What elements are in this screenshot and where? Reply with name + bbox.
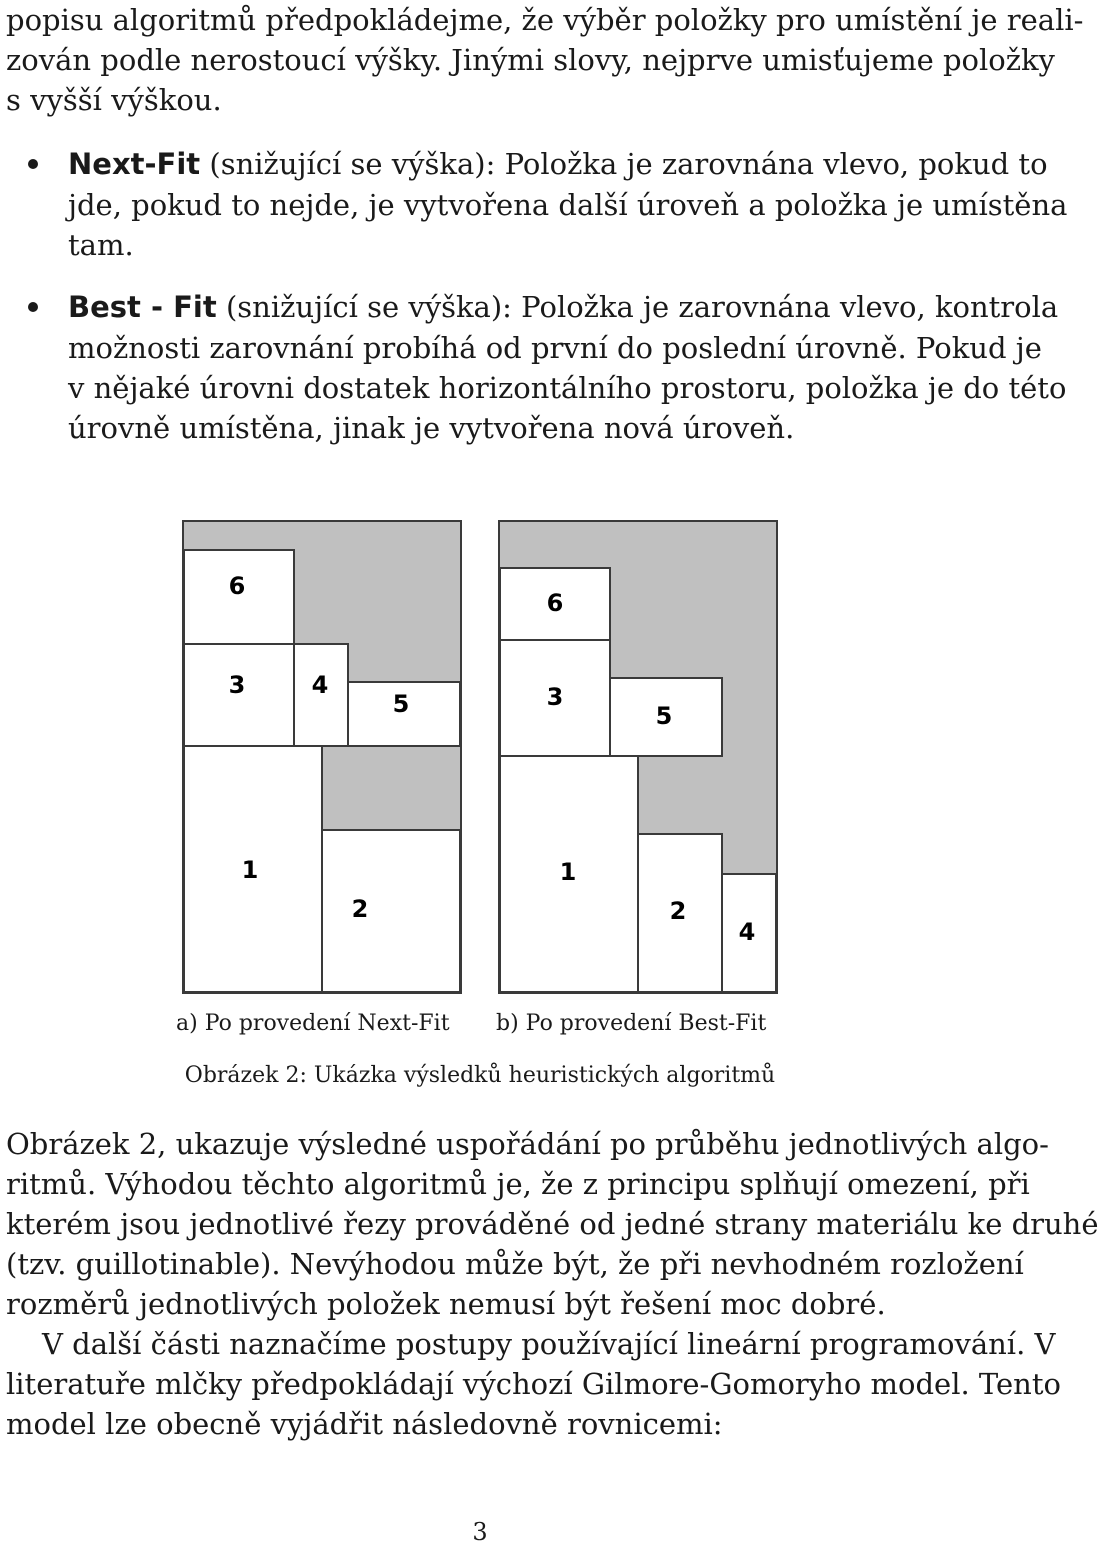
term-best-fit: Best - Fit [68, 290, 217, 324]
figure-best-fit [498, 520, 778, 994]
body-p1-line-1: Obrázek 2, ukazuje výsledné uspořádání po průběhu jednotlivých algo- [6, 1127, 1049, 1161]
bullet-icon [28, 302, 38, 312]
figure-next-fit [182, 520, 462, 994]
bullet-best-fit-line-4: úrovně umístěna, jinak je vytvořena nová úroveň. [68, 411, 795, 445]
body-p1-line-2: ritmů. Výhodou těchto algoritmů je, že z principu splňují omezení, při [6, 1167, 1030, 1201]
item-3-label: 3 [546, 683, 564, 711]
item-3-label: 3 [228, 671, 246, 699]
bullet-next-fit-line-2: jde, pokud to nejde, je vytvořena další úroveň a položka je umístěna [68, 188, 1068, 222]
bullet-best-fit-line-3: v nějaké úrovni dostatek horizontálního prostoru, položka je do této [68, 371, 1067, 405]
item-6-label: 6 [228, 572, 246, 600]
bullet-best-fit-text-1: (snižující se výška): Položka je zarovnána vlevo, kontrola [216, 290, 1059, 324]
bullet-next-fit-line-1 [68, 144, 1048, 184]
bullet-best-fit-line-2: možnosti zarovnání probíhá od první do poslední úrovně. Pokud je [68, 331, 1042, 365]
subcaption-b: b) Po provedení Best-Fit [496, 1011, 767, 1036]
item-6-label: 6 [546, 589, 564, 617]
term-next-fit: Next-Fit [68, 147, 201, 181]
intro-line-1: popisu algoritmů předpokládejme, že výběr položky pro umístění je reali- [6, 3, 1084, 37]
page-number: 3 [472, 1518, 488, 1546]
item-4-label: 4 [311, 671, 329, 699]
item-5-label: 5 [655, 702, 673, 730]
item-4-label: 4 [738, 918, 756, 946]
intro-line-3: s vyšší výškou. [6, 83, 222, 117]
bullet-icon [28, 159, 38, 169]
item-2-label: 2 [351, 895, 369, 923]
bullet-next-fit-line-3: tam. [68, 228, 134, 262]
item-2-label: 2 [669, 897, 687, 925]
intro-line-2: zován podle nerostoucí výšky. Jinými slovy, nejprve umisťujeme položky [6, 43, 1055, 77]
body-p2-line-1: V další části naznačíme postupy používající lineární programování. V [42, 1327, 1056, 1361]
item-1-label: 1 [559, 858, 577, 886]
bullet-next-fit-text-1: (snižující se výška): Položka je zarovnána vlevo, pokud to [200, 147, 1048, 181]
subcaption-a: a) Po provedení Next-Fit [176, 1011, 450, 1036]
body-p1-line-3: kterém jsou jednotlivé řezy prováděné od jedné strany materiálu ke druhé [6, 1207, 1099, 1241]
body-p2-line-2: literatuře mlčky předpokládají výchozí Gilmore-Gomoryho model. Tento [6, 1367, 1061, 1401]
item-5-label: 5 [392, 690, 410, 718]
body-p1-line-4: (tzv. guillotinable). Nevýhodou může být, že při nevhodném rozložení [6, 1247, 1024, 1281]
body-p2-line-3: model lze obecně vyjádřit následovně rovnicemi: [6, 1407, 723, 1441]
item-2 [322, 830, 460, 992]
bullet-best-fit-line-1 [68, 287, 1059, 327]
item-1-label: 1 [241, 856, 259, 884]
figure-caption: Obrázek 2: Ukázka výsledků heuristických algoritmů [184, 1063, 776, 1088]
body-p1-line-5: rozměrů jednotlivých položek nemusí být řešení moc dobré. [6, 1287, 886, 1321]
